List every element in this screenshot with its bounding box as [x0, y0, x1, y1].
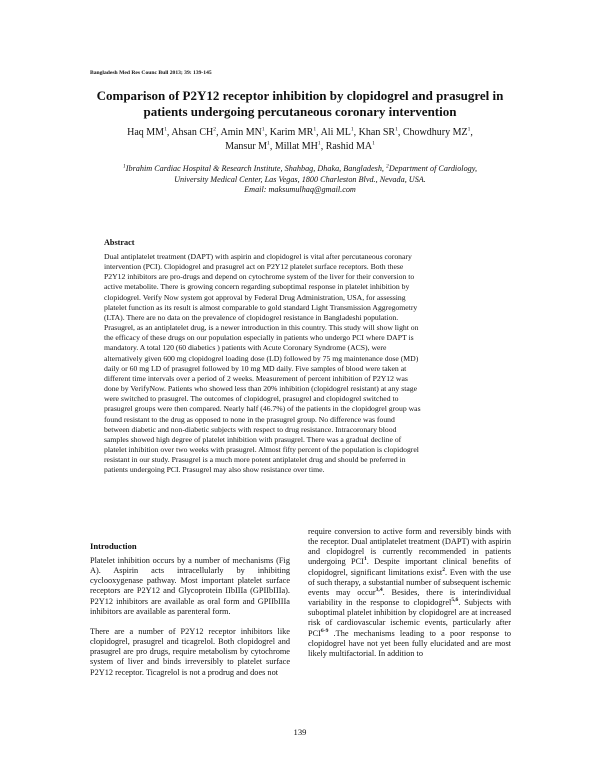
author-affiliation-mark: 1 [467, 126, 471, 133]
intro-paragraph-2: There are a number of P2Y12 receptor inhibitors like clopidogrel, prasugrel and ticagrelol. Both clopidogrel and prasugrel are pro drugs, require metabolism by cytochrome system of liver and binds irreversibly to platelet surface P2Y12 receptor. Ticagrelol is not a prodrug and does not [90, 626, 290, 677]
citation-ref: 2 [442, 566, 446, 573]
abstract-line: daily or 60 mg LD of prasugrel followed by 10 mg MD daily. Five samples of blood were taken at [104, 363, 407, 373]
intro-paragraph-3: require conversion to active form and reversibly binds with the receptor. Dual antiplatelet treatment (DAPT) with aspirin and clopidogrel is currently recommended in patients undergoing PCI$^1$. Despite important clinical benefits of clopidogrel, significant limitations exist$^2$. Even with the use of such therapy, a substantial number of subsequent ischemic events may occur$^{3,4}$. Besides, there is interindividual variability in the response to clopidogrel$^{5,6}$. Subjects with suboptimal platelet inhibition by clopidogrel are at increased risk of cardiovascular ischemic events, particularly after PCI$^{6-9}$ .The mechanisms leading to a poor response to clopidogrel have not yet been fully elucidated and are most likely multifactorial. In addition to [308, 527, 511, 658]
abstract-line: between diabetic and non-diabetic subjects with respect to drug resistance. Intracoronary blood [104, 424, 397, 434]
author-affiliation-mark: 2 [213, 126, 217, 133]
author-line-1: Haq $MM^1$, Ahsan $CH^2$, Amin $MN^1$, Karim $MR^1$, Ali $ML^1$, Khan $SR^1$, Chowdhury $MZ^1$, [127, 126, 473, 138]
abstract-line: clopidogrel. Verify Now system got approval by Federal Drug Administration, USA, for assessing [104, 292, 406, 302]
abstract-line: Prasugrel, as an antiplatelet drug, is a newer introduction in this country. This study will show light on [104, 323, 419, 333]
author-name: Haq MM [127, 127, 165, 138]
abstract-line: P2Y12 inhibitors are pro-drugs and depend on cytochrome system of the liver for their conversion to [104, 272, 415, 282]
author-line-2: Mansur $M^1$, Millat $MH^1$, Rashid $MA^1$ [225, 140, 375, 152]
title-line-2: patients undergoing percutaneous coronary intervention [143, 104, 457, 119]
abstract-line: done by VerifyNow. Patients who showed less than 20% inhibition (clopidogrel resistant) at any stage [104, 384, 417, 394]
abstract-line: active metabolite. There is growing concern regarding suboptimal response in platelet inhibition by [104, 282, 410, 292]
journal-header: Bangladesh Med Res Counc Bull 2013; 39: 139-145 [90, 70, 212, 76]
author-name: Chowdhury MZ [402, 127, 468, 138]
abstract-line: resistant in our study. Prasugrel is a much more potent antiplatelet drug and should be preferred in [104, 455, 406, 465]
abstract-line: were switched to prasugrel. The outcomes of clopidogrel, prasugrel and clopidogrel switched to [104, 394, 399, 404]
abstract-line: mandatory. A total 120 (60 diabetics ) patients with Acute Coronary Syndrome (ACS), were [104, 343, 387, 353]
abstract-line: alternatively given 600 mg clopidogrel loading dose (LD) followed by 75 mg maintenance dose (MD) [104, 353, 419, 363]
abstract-line: platelet function as its result is almost comparable to gold standard Light Transmission Aggregometry [104, 302, 418, 312]
author-affiliation-mark: 1 [372, 140, 375, 147]
author-list [70, 126, 530, 154]
author-name: Millat MH [274, 141, 318, 152]
abstract-line: the efficacy of these drugs on our population especially in patients who undergo PCI where DAPT is [104, 333, 414, 343]
author-name: Khan SR [358, 127, 396, 138]
abstract-line: found resistant to the drug as opposed to none in the prasugrel group. No difference was found [104, 414, 395, 424]
contact-email: Email: maksumulhaq@gmail.com [244, 185, 356, 194]
abstract-line: intervention (PCI). Clopidogrel and prasugrel act on P2Y12 platelet surface receptors. Both these [104, 262, 404, 272]
abstract-line: different time intervals over a period of 2 weeks. Measurement of percent inhibition of P2Y12 was [104, 373, 408, 383]
citation-ref: 6-9 [320, 627, 329, 634]
abstract-line: platelet inhibition over two weeks with prasugrel. Almost fifty percent of the population is clopidogrel [104, 444, 419, 454]
author-affiliation-mark: 1 [317, 140, 321, 147]
left-column [90, 556, 290, 688]
author-affiliation-mark: 1 [395, 126, 398, 133]
title-line-1: Comparison of P2Y12 receptor inhibition by clopidogrel and prasugrel in [96, 88, 504, 103]
author-name: Karim MR [269, 127, 314, 138]
author-affiliation-mark: 1 [164, 126, 167, 133]
abstract-line: patients undergoing PCI. Prasugrel may also show resistance over time. [104, 465, 325, 475]
author-name: Ahsan CH [171, 127, 214, 138]
author-name: Amin MN [220, 127, 262, 138]
right-column [308, 527, 511, 659]
author-affiliation-mark: 1 [313, 126, 317, 133]
abstract-line: (LTA). There are no data on the prevalence of clopidogrel resistance in Bangladeshi population. [104, 312, 399, 322]
author-affiliation-mark: 1 [261, 126, 265, 133]
affiliation-line-1: $^1$Ibrahim Cardiac Hospital & Research Institute, Shahbag, Dhaka, Bangladesh, $^2$Department of Cardiology, [123, 163, 477, 173]
introduction-heading: Introduction [90, 541, 137, 551]
page-number: 139 [293, 727, 307, 737]
abstract-line: prasugrel groups were then compared. Nearly half (46.7%) of the patients in the clopidogrel group was [104, 404, 421, 414]
affiliations [70, 164, 530, 196]
author-affiliation-mark: 1 [350, 126, 354, 133]
affiliation-line-2: University Medical Center, Las Vegas, 1800 Charleston Blvd., Nevada, USA. [174, 174, 426, 184]
abstract-body [104, 252, 499, 475]
author-affiliation-mark: 1 [267, 140, 270, 147]
author-name: Ali ML [320, 127, 351, 138]
citation-ref: 3,4 [375, 587, 383, 594]
abstract-heading: Abstract [104, 238, 135, 247]
intro-paragraph-1: Platelet inhibition occurs by a number of mechanisms (Fig A). Aspirin acts intracellularly by inhibiting cyclooxygenase pathway. Most important platelet surface receptors are P2Y12 and Glycoprotein IIbIIIa (GPIIbIIIa). P2Y12 inhibitors are available as oral form and GPIIbIIIa inhibitors are available as parenteral form. [90, 556, 290, 616]
author-name: Rashid MA [325, 141, 373, 152]
citation-ref: 5,6 [451, 597, 459, 604]
citation-ref: 1 [363, 556, 367, 563]
abstract-line: samples showed high degree of platelet inhibition with prasugrel. There was a gradual decline of [104, 434, 402, 444]
abstract-line: Dual antiplatelet treatment (DAPT) with aspirin and clopidogrel is vital after percutaneous coronary [104, 252, 412, 261]
author-name: Mansur M [225, 141, 268, 152]
paper-title [70, 88, 530, 120]
